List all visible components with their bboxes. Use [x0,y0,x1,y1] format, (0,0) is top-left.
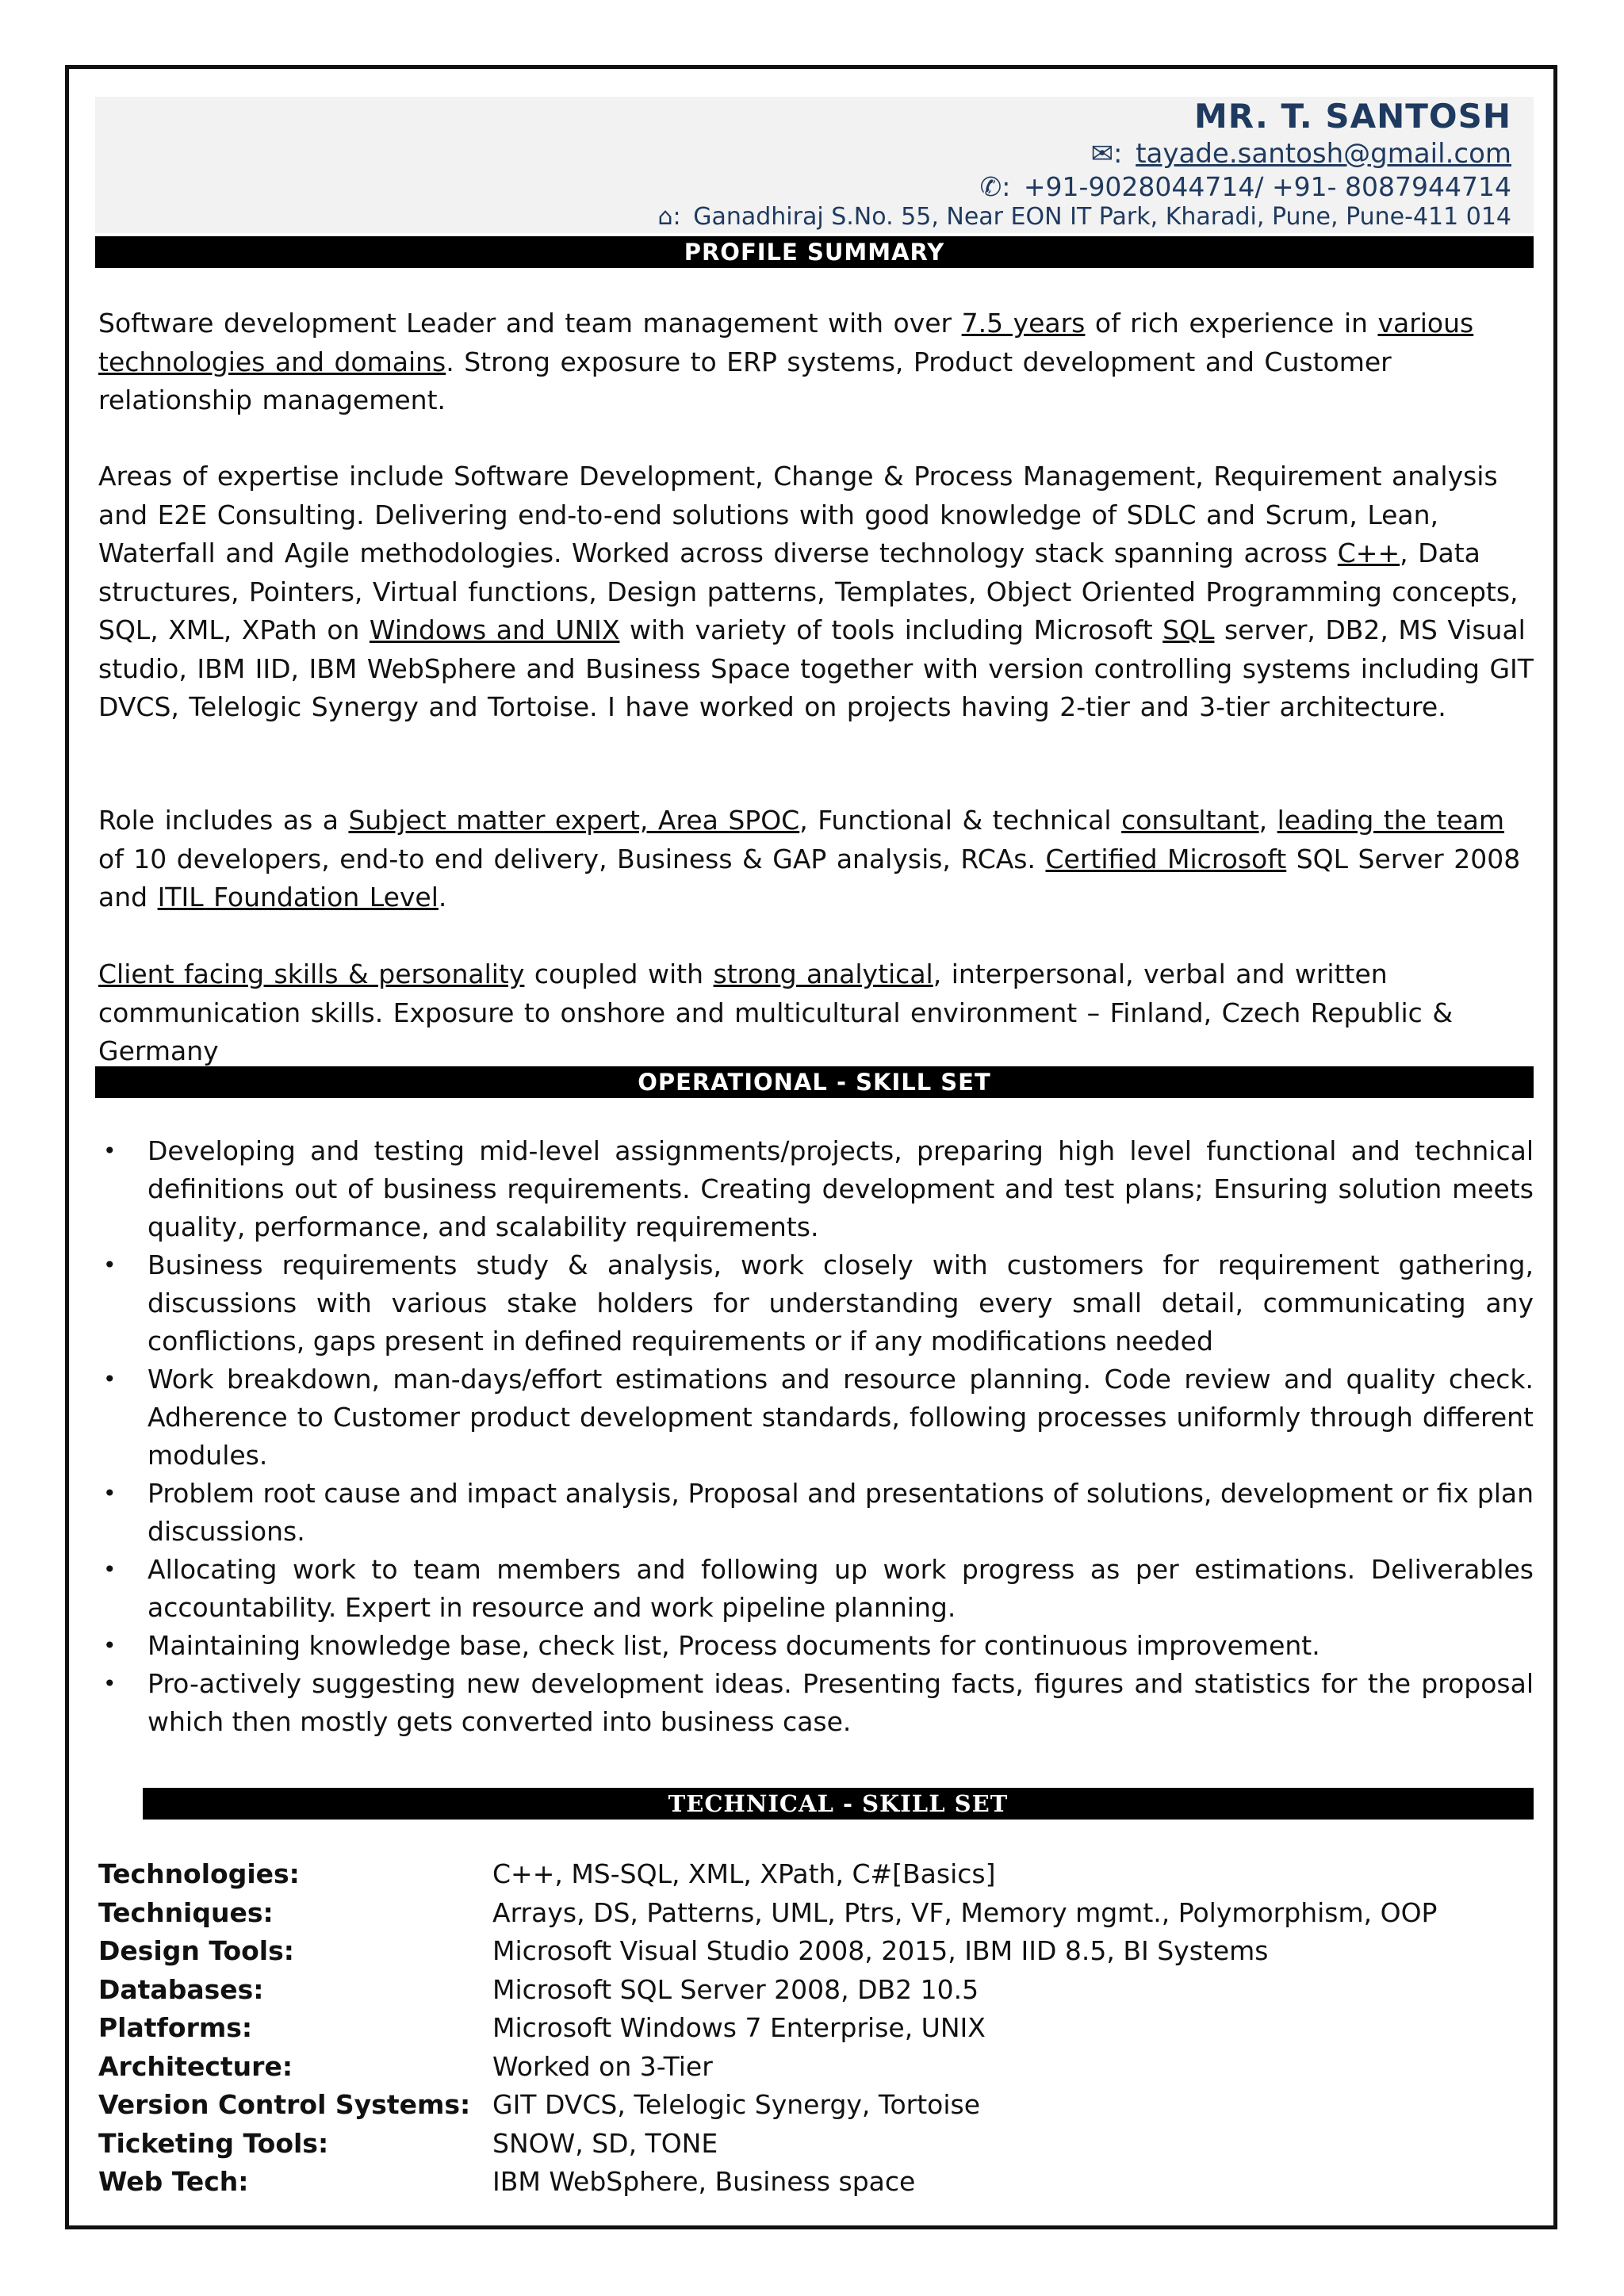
skill-label: Databases: [98,1973,264,2005]
bullet-icon: • [103,1138,117,1164]
phone-icon: ✆: [979,171,1011,202]
table-row [98,1855,1534,1894]
skill-label: Web Tech: [98,2166,249,2197]
table-row [98,1894,1534,1933]
envelope-icon: ✉: [1090,138,1123,170]
bullet-icon: • [103,1366,117,1392]
technical-skill-heading: TECHNICAL - SKILL SET [143,1788,1534,1820]
skill-value: C++, MS-SQL, XML, XPath, C#[Basics] [492,1858,996,1889]
bullet-icon: • [103,1632,117,1659]
skill-value: IBM WebSphere, Business space [492,2166,916,2197]
bullet-icon: • [103,1252,117,1278]
operational-skill-heading: OPERATIONAL - SKILL SET [95,1066,1534,1098]
profile-paragraph-1: Software development Leader and team management with over 7.5 years of rich experience in various technologies and domains. Strong exposure to ERP systems, Product development and Customer relationship management. [98,308,1474,415]
phone-numbers: +91-9028044714/ +91- 8087944714 [1023,171,1511,202]
profile-summary-heading: PROFILE SUMMARY [95,236,1534,268]
list-item: • Allocating work to team members and following up work progress as per estimations. Deliverables accountability. Expert in resource and work pipeline planning. [98,1551,1534,1627]
list-item: • Problem root cause and impact analysis, Proposal and presentations of solutions, development or fix plan discussions. [98,1475,1534,1551]
list-item: • Work breakdown, man-days/effort estimations and resource planning. Code review and quality check. Adherence to Customer product development standards, following processes uniformly through different modules. [98,1360,1534,1475]
bullet-icon: • [103,1556,117,1582]
address-text: Ganadhiraj S.No. 55, Near EON IT Park, Kharadi, Pune, Pune-411 014 [693,203,1511,231]
skill-value: Microsoft Windows 7 Enterprise, UNIX [492,2012,986,2043]
skill-label: Version Control Systems: [98,2089,471,2120]
skill-value: Arrays, DS, Patterns, UML, Ptrs, VF, Memory mgmt., Polymorphism, OOP [492,1896,1438,1928]
table-row [98,2048,1534,2087]
email-link[interactable]: tayade.santosh@gmail.com [1136,138,1511,170]
list-item: • Developing and testing mid-level assignments/projects, preparing high level functional and technical definitions out of business requirements. Creating development and test plans; Ensuring solution meets quality, performance, and scalability requirements. [98,1132,1534,1246]
table-row [98,2163,1534,2202]
profile-paragraph-2: Areas of expertise include Software Development, Change & Process Management, Requirement analysis and E2E Consulting. Delivering end-to-end solutions with good knowledge of SDLC and Scrum, Lean, Waterfall and Agile methodologies. Worked across diverse technology stack spanning across C++, Data structures, Pointers, Virtual functions, Design patterns, Templates, Object Oriented Programming concepts, SQL, XML, XPath on Windows and UNIX with variety of tools including Microsoft SQL server, DB2, MS Visual studio, IBM IID, IBM WebSphere and Business Space together with version controlling systems including GIT DVCS, Telelogic Synergy and Tortoise. I have worked on projects having 2-tier and 3-tier architecture. [98,461,1534,722]
contact-header [95,97,1534,233]
skill-label: Ticketing Tools: [98,2127,329,2159]
operational-skill-list [98,1132,1534,1741]
skill-value: Microsoft Visual Studio 2008, 2015, IBM IID 8.5, BI Systems [492,1935,1269,1966]
profile-paragraph-4: Client facing skills & personality coupled with strong analytical, interpersonal, verbal and written communication skills. Exposure to onshore and multicultural environment – Finland, Czech Republic & Germany [98,959,1454,1066]
skill-value: GIT DVCS, Telelogic Synergy, Tortoise [492,2089,980,2120]
skill-label: Techniques: [98,1896,274,1928]
table-row [98,1932,1534,1971]
bullet-icon: • [103,1480,117,1506]
table-row [98,2086,1534,2125]
candidate-name: MR. T. SANTOSH [1194,97,1511,136]
skill-label: Architecture: [98,2050,293,2082]
table-row [98,1971,1534,2010]
list-item: • Business requirements study & analysis, work closely with customers for requirement gathering, discussions with various stake holders for understanding every small detail, communicating any conflictions, gaps present in defined requirements or if any modifications needed [98,1246,1534,1360]
table-row [98,2125,1534,2164]
email-line [1090,138,1511,170]
skill-value: Microsoft SQL Server 2008, DB2 10.5 [492,1973,979,2005]
profile-paragraph-3: Role includes as a Subject matter expert, Area SPOC, Functional & technical consultant, leading the team of 10 developers, end-to end delivery, Business & GAP analysis, RCAs. Certified Microsoft SQL Server 2008 and ITIL Foundation Level. [98,805,1521,913]
bullet-icon: • [103,1670,117,1697]
table-row [98,2009,1534,2048]
home-icon: ⌂: [657,203,681,231]
technical-skill-table [98,1855,1534,2202]
skill-label: Platforms: [98,2012,253,2043]
skill-value: Worked on 3-Tier [492,2050,713,2082]
skill-value: SNOW, SD, TONE [492,2127,718,2159]
list-item: • Maintaining knowledge base, check list, Process documents for continuous improvement. [98,1627,1534,1665]
skill-label: Technologies: [98,1858,300,1889]
phone-line [980,171,1511,202]
list-item: • Pro-actively suggesting new development ideas. Presenting facts, figures and statistics for the proposal which then mostly gets converted into business case. [98,1665,1534,1741]
address-line [658,203,1511,231]
skill-label: Design Tools: [98,1935,294,1966]
